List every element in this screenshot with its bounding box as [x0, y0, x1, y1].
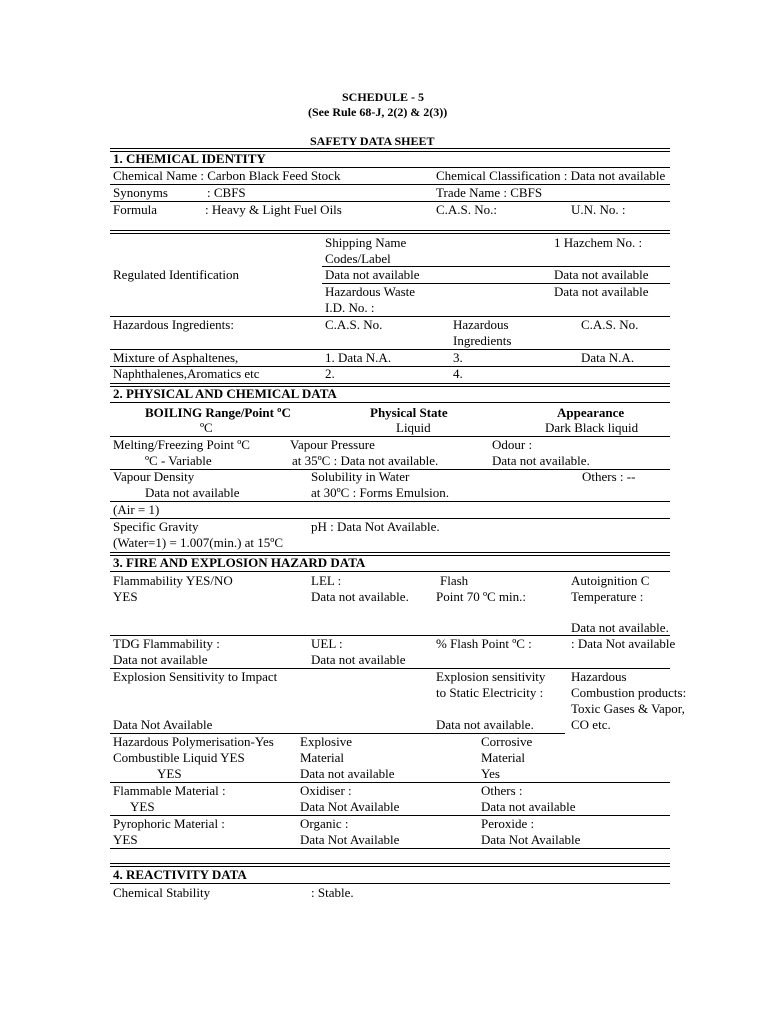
others-label: Others : -- — [582, 469, 636, 484]
trade-name: Trade Name : CBFS — [436, 185, 543, 200]
hazardous-ingredients-label: Hazardous Ingredients: — [113, 317, 234, 332]
ingredient-item-3: 3. — [453, 350, 463, 365]
ph-value: pH : Data Not Available. — [311, 519, 440, 534]
chemical-classification: Chemical Classification : Data not available — [436, 168, 666, 183]
odour-value: Data not available. — [492, 453, 590, 468]
pyrophoric-material-value: YES — [113, 832, 138, 847]
formula-label: Formula — [113, 202, 158, 217]
flash-label: Flash — [440, 573, 469, 588]
schedule-label: SCHEDULE - 5 — [342, 90, 425, 104]
hazardous-combustion-3: Toxic Gases & Vapor, — [571, 701, 685, 716]
solubility-value: at 30ºC : Forms Emulsion. — [311, 485, 450, 500]
cas-number-label: C.A.S. No.: — [436, 202, 498, 217]
ingredient-cas-value: Data N.A. — [581, 350, 635, 365]
hazchem-value: Data not available — [554, 267, 649, 282]
explosive-value: Data not available — [300, 766, 395, 781]
corrosive-label-2: Material — [481, 750, 526, 765]
lel-value: Data not available. — [311, 589, 409, 604]
explosion-impact-value: Data Not Available — [113, 717, 213, 732]
solubility-label: Solubility in Water — [311, 469, 410, 484]
hazardous-waste-value: Data not available — [554, 284, 649, 299]
explosive-label-2: Material — [300, 750, 345, 765]
explosion-static-value: Data not available. — [436, 717, 534, 732]
un-number-label: U.N. No. : — [571, 202, 626, 217]
appearance-value: Dark Black liquid — [545, 420, 639, 435]
chemical-stability-value: : Stable. — [311, 885, 354, 900]
ingredient-item-1: 1. Data N.A. — [325, 350, 392, 365]
flammable-material-label: Flammable Material : — [113, 783, 226, 798]
synonyms-value: : CBFS — [207, 185, 246, 200]
section-3-heading: 3. FIRE AND EXPLOSION HAZARD DATA — [113, 555, 366, 570]
specific-gravity-label: Specific Gravity — [113, 519, 199, 534]
peroxide-label: Peroxide : — [481, 816, 535, 831]
document-title: SAFETY DATA SHEET — [310, 134, 435, 148]
polymerisation-label: Hazardous Polymerisation-Yes — [113, 734, 274, 749]
percent-flash-point-label: % Flash Point ºC : — [436, 636, 532, 651]
divider — [110, 501, 670, 502]
hazardous-waste-label: Hazardous Waste — [325, 284, 416, 299]
organic-label: Organic : — [300, 816, 349, 831]
hazardous-combustion-1: Hazardous — [571, 669, 627, 684]
hazardous-col: Hazardous — [453, 317, 509, 332]
explosion-static-label-2: to Static Electricity : — [436, 685, 544, 700]
tdg-flammability-value: Data not available — [113, 652, 208, 667]
others-value: Data not available — [481, 799, 576, 814]
mixture-line-1: Mixture of Asphaltenes, — [113, 350, 239, 365]
temperature-label: Temperature : — [571, 589, 644, 604]
flash-point-value: Point 70 ºC min.: — [436, 589, 526, 604]
synonyms-label: Synonyms — [113, 185, 168, 200]
divider — [110, 571, 670, 572]
physical-state-value: Liquid — [396, 420, 431, 435]
cas-number-col-a: C.A.S. No. — [325, 317, 383, 332]
corrosive-value: Yes — [481, 766, 500, 781]
air-reference: (Air = 1) — [113, 502, 160, 517]
divider — [110, 184, 670, 185]
cas-number-col-b: C.A.S. No. — [581, 317, 639, 332]
tdg-flammability-label: TDG Flammability : — [113, 636, 220, 651]
divider — [110, 402, 670, 403]
oxidiser-label: Oxidiser : — [300, 783, 352, 798]
ingredients-col: Ingredients — [453, 333, 512, 348]
vapour-pressure-label: Vapour Pressure — [290, 437, 375, 452]
autoignition-label: Autoignition C — [571, 573, 650, 588]
peroxide-value: Data Not Available — [481, 832, 581, 847]
percent-flash-point-value: : Data Not available — [571, 636, 676, 651]
divider — [110, 848, 670, 849]
section-1-heading: 1. CHEMICAL IDENTITY — [113, 151, 266, 166]
corrosive-label-1: Corrosive — [481, 734, 533, 749]
organic-value: Data Not Available — [300, 832, 400, 847]
chemical-name: Chemical Name : Carbon Black Feed Stock — [113, 168, 341, 183]
physical-state-label: Physical State — [370, 405, 448, 420]
combustible-liquid-label: Combustible Liquid YES — [113, 750, 245, 765]
uel-label: UEL : — [311, 636, 343, 651]
combustible-liquid-value: YES — [157, 766, 182, 781]
melting-point-value: ºC - Variable — [145, 453, 212, 468]
codes-value: Data not available — [325, 267, 420, 282]
id-number-label: I.D. No. : — [325, 300, 375, 315]
vapour-pressure-value: at 35ºC : Data not available. — [292, 453, 439, 468]
flammability-label: Flammability YES/NO — [113, 573, 233, 588]
section-4-heading: 4. REACTIVITY DATA — [113, 867, 247, 882]
explosion-impact-label: Explosion Sensitivity to Impact — [113, 669, 278, 684]
shipping-name: Shipping Name — [325, 235, 407, 250]
rule-reference: (See Rule 68-J, 2(2) & 2(3)) — [308, 105, 448, 119]
vapour-density-label: Vapour Density — [113, 469, 195, 484]
explosion-static-label-1: Explosion sensitivity — [436, 669, 546, 684]
vapour-density-value: Data not available — [145, 485, 240, 500]
formula-value: : Heavy & Light Fuel Oils — [205, 202, 342, 217]
oxidiser-value: Data Not Available — [300, 799, 400, 814]
uel-value: Data not available — [311, 652, 406, 667]
hazardous-combustion-2: Combustion products: — [571, 685, 687, 700]
hazchem-number: 1 Hazchem No. : — [554, 235, 643, 250]
flammability-value: YES — [113, 589, 138, 604]
ingredient-item-2: 2. — [325, 366, 335, 381]
pyrophoric-material-label: Pyrophoric Material : — [113, 816, 225, 831]
codes-label: Codes/Label — [325, 251, 391, 266]
regulated-identification: Regulated Identification — [113, 267, 239, 282]
lel-label: LEL : — [311, 573, 342, 588]
boiling-point-label: BOILING Range/Point ºC — [145, 405, 291, 420]
mixture-line-2: Naphthalenes,Aromatics etc — [113, 366, 260, 381]
chemical-stability-label: Chemical Stability — [113, 885, 211, 900]
section-2-heading: 2. PHYSICAL AND CHEMICAL DATA — [113, 386, 337, 401]
explosive-label-1: Explosive — [300, 734, 352, 749]
autoignition-value: Data not available. — [571, 620, 669, 635]
hazardous-combustion-4: CO etc. — [571, 717, 611, 732]
ingredient-item-4: 4. — [453, 366, 463, 381]
boiling-point-unit: ºC — [200, 420, 213, 435]
odour-label: Odour : — [492, 437, 533, 452]
divider — [110, 230, 670, 234]
melting-point-label: Melting/Freezing Point ºC — [113, 437, 250, 452]
divider — [110, 883, 670, 884]
flammable-material-value: YES — [130, 799, 155, 814]
specific-gravity-value: (Water=1) = 1.007(min.) at 15ºC — [113, 535, 283, 550]
others-label: Others : — [481, 783, 523, 798]
appearance-label: Appearance — [557, 405, 625, 420]
